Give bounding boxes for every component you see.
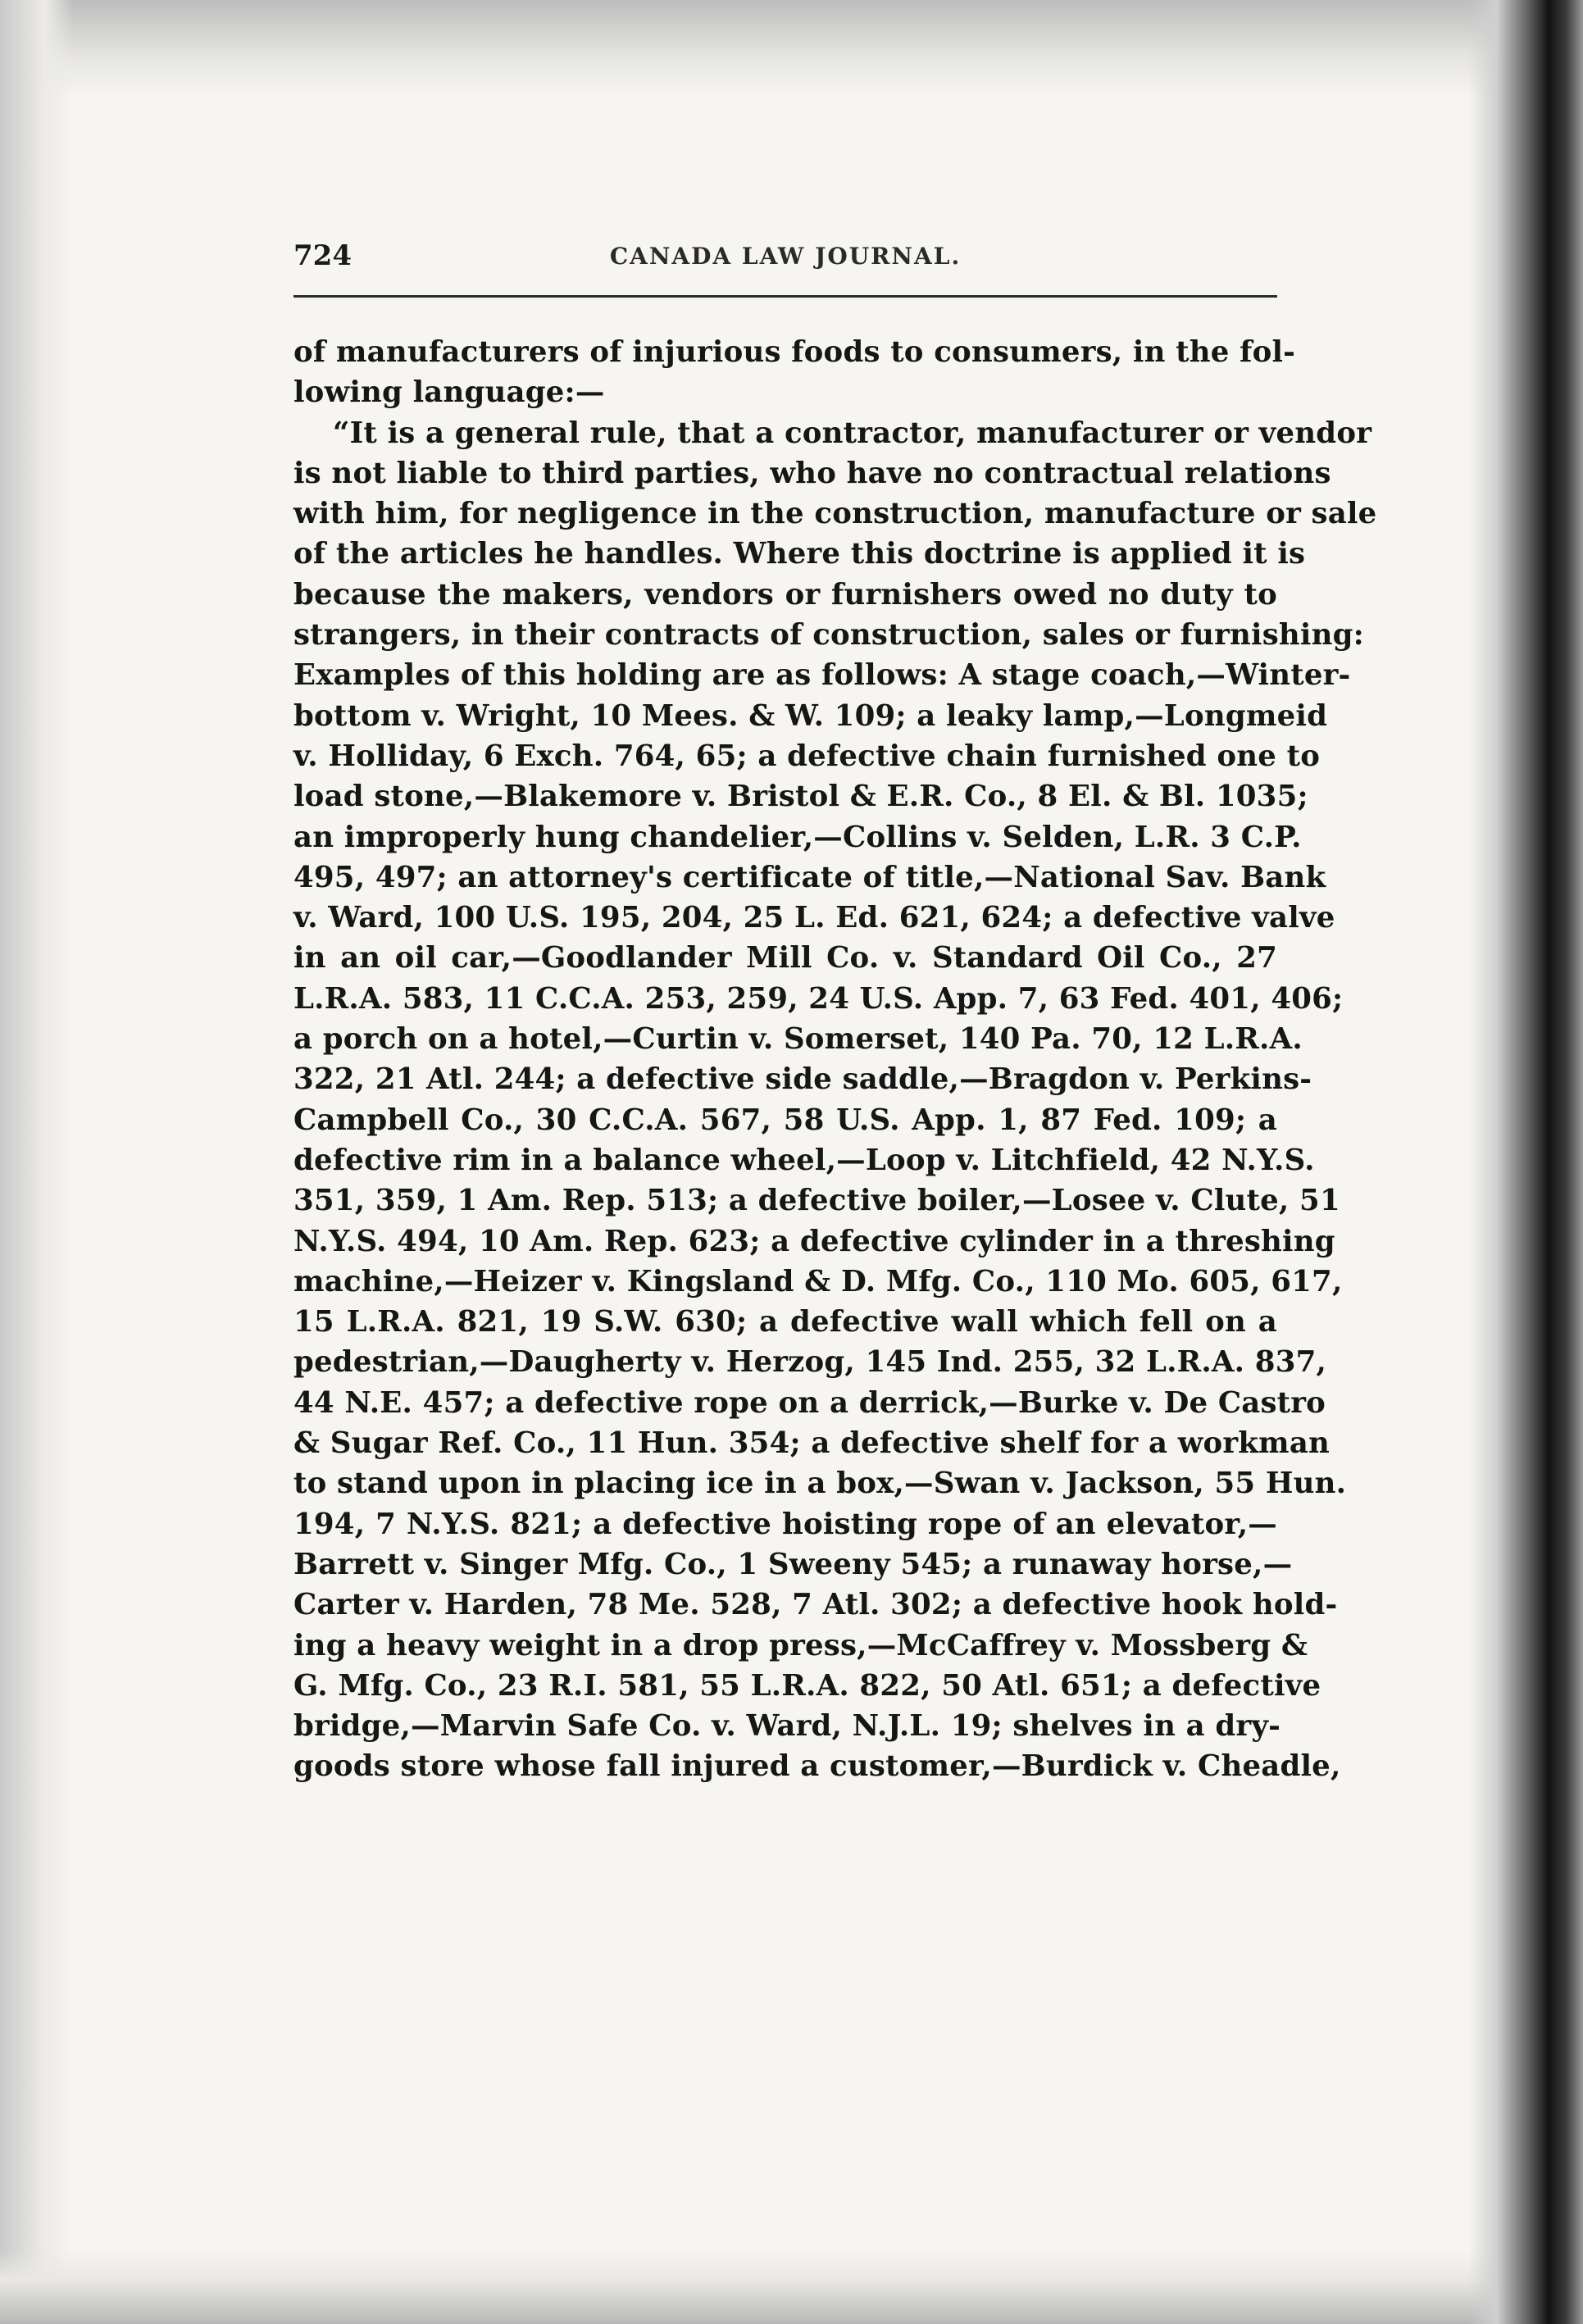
text-line: machine,—Heizer v. Kingsland & D. Mfg. Co., 110 Mo. 605, 617,	[293, 1264, 1343, 1298]
text-line: strangers, in their contracts of construction, sales or furnishing:	[293, 618, 1364, 653]
text-line: 351, 359, 1 Am. Rep. 513; a defective boiler,—Losee v. Clute, 51	[293, 1184, 1340, 1218]
text-line: L.R.A. 583, 11 C.C.A. 253, 259, 24 U.S. App. 7, 63 Fed. 401, 406;	[293, 981, 1344, 1016]
text-line: 44 N.E. 457; a defective rope on a derrick,—Burke v. De Castro	[293, 1385, 1326, 1420]
text-line: a porch on a hotel,—Curtin v. Somerset, 140 Pa. 70, 12 L.R.A.	[293, 1022, 1303, 1057]
text-line: & Sugar Ref. Co., 11 Hun. 354; a defective shelf for a workman	[293, 1426, 1331, 1461]
text-line: in an oil car,—Goodlander Mill Co. v. Standard Oil Co., 27	[293, 941, 1277, 976]
text-line: defective rim in a balance wheel,—Loop v. Litchfield, 42 N.Y.S.	[293, 1143, 1315, 1177]
text-line: bottom v. Wright, 10 Mees. & W. 109; a leaky lamp,—Longmeid	[293, 698, 1328, 733]
text-line: N.Y.S. 494, 10 Am. Rep. 623; a defective cylinder in a threshing	[293, 1224, 1335, 1258]
scan-shadow-bottom	[0, 2250, 1583, 2324]
text-line: 322, 21 Atl. 244; a defective side saddle,—Bragdon v. Perkins-	[293, 1062, 1312, 1097]
text-line: 15 L.R.A. 821, 19 S.W. 630; a defective wall which fell on a	[293, 1305, 1277, 1339]
text-line: v. Holliday, 6 Exch. 764, 65; a defective chain furnished one to	[293, 739, 1321, 773]
body-text	[293, 332, 1377, 1787]
text-line: 194, 7 N.Y.S. 821; a defective hoisting rope of an elevator,—	[293, 1507, 1277, 1541]
text-line: of manufacturers of injurious foods to consumers, in the fol-	[293, 335, 1296, 369]
text-line: to stand upon in placing ice in a box,—Swan v. Jackson, 55 Hun.	[293, 1467, 1347, 1501]
running-head: CANADA LAW JOURNAL.	[609, 243, 962, 270]
page-number: 724	[293, 239, 352, 272]
text-line: 495, 497; an attorney's certificate of title,—National Sav. Bank	[293, 860, 1326, 894]
text-line: with him, for negligence in the construction, manufacture or sale	[293, 497, 1377, 531]
scan-shadow-top	[0, 0, 1583, 98]
text-line: pedestrian,—Daugherty v. Herzog, 145 Ind. 255, 32 L.R.A. 837,	[293, 1345, 1327, 1380]
text-line: G. Mfg. Co., 23 R.I. 581, 55 L.R.A. 822, 50 Atl. 651; a defective	[293, 1668, 1321, 1703]
header-rule	[293, 295, 1277, 298]
text-line: because the makers, vendors or furnishers owed no duty to	[293, 577, 1277, 612]
text-line: lowing language:—	[293, 375, 605, 410]
text-line: Carter v. Harden, 78 Me. 528, 7 Atl. 302; a defective hook hold-	[293, 1588, 1338, 1622]
text-line: ing a heavy weight in a drop press,—McCaffrey v. Mossberg &	[293, 1628, 1308, 1662]
text-line: goods store whose fall injured a customer,—Burdick v. Cheadle,	[293, 1749, 1341, 1784]
text-line: “It is a general rule, that a contractor, manufacturer or vendor	[333, 416, 1372, 450]
text-line: load stone,—Blakemore v. Bristol & E.R. Co., 8 El. & Bl. 1035;	[293, 780, 1308, 814]
text-line: is not liable to third parties, who have no contractual relations	[293, 456, 1331, 490]
text-line: Examples of this holding are as follows: A stage coach,—Winter-	[293, 658, 1351, 693]
text-line: an improperly hung chandelier,—Collins v. Selden, L.R. 3 C.P.	[293, 820, 1302, 854]
scan-shadow-left	[0, 0, 74, 2324]
scan-shadow-right	[1468, 0, 1583, 2324]
text-line: bridge,—Marvin Safe Co. v. Ward, N.J.L. 19; shelves in a dry-	[293, 1709, 1281, 1744]
page-header	[293, 239, 1277, 280]
text-line: Campbell Co., 30 C.C.A. 567, 58 U.S. App. 1, 87 Fed. 109; a	[293, 1103, 1277, 1137]
text-line: v. Ward, 100 U.S. 195, 204, 25 L. Ed. 621, 624; a defective valve	[293, 901, 1335, 935]
text-line: of the articles he handles. Where this doctrine is applied it is	[293, 537, 1306, 571]
text-line: Barrett v. Singer Mfg. Co., 1 Sweeny 545; a runaway horse,—	[293, 1547, 1293, 1581]
